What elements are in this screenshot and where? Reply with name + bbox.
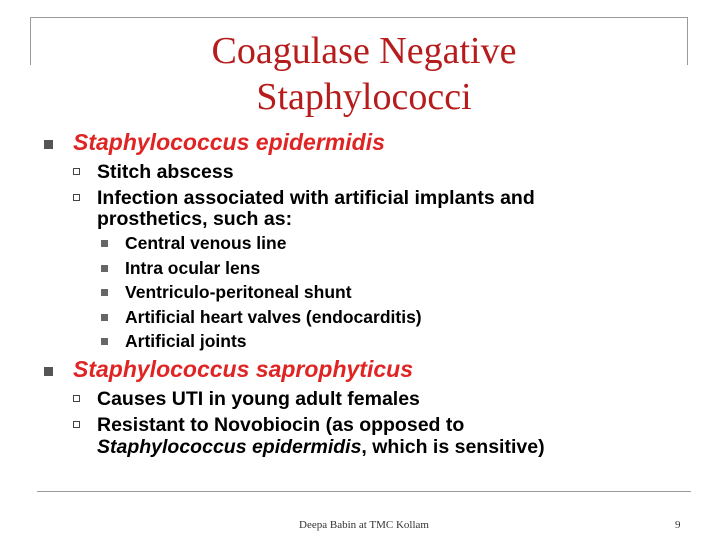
list-item-uti: Causes UTI in young adult females <box>97 388 420 410</box>
subitem-artificial-joints: Artificial joints <box>125 331 247 351</box>
subitem-intra-ocular-lens: Intra ocular lens <box>125 258 261 278</box>
frame-left-rule <box>30 17 31 65</box>
novobiocin-line-2-rest: , which is sensitive) <box>361 436 545 458</box>
list-item-stitch-abscess: Stitch abscess <box>97 161 234 183</box>
footer-rule <box>37 491 691 492</box>
page-number: 9 <box>675 519 681 531</box>
square-bullet-icon <box>44 140 53 149</box>
square-bullet-icon <box>101 338 108 345</box>
hollow-square-bullet-icon <box>73 194 80 201</box>
subitem-vp-shunt: Ventriculo-peritoneal shunt <box>125 282 352 302</box>
square-bullet-icon <box>101 289 108 296</box>
subitem-heart-valves: Artificial heart valves (endocarditis) <box>125 307 422 327</box>
list-item-implants-line-2: prosthetics, such as: <box>97 208 293 230</box>
square-bullet-icon <box>101 265 108 272</box>
slide-title-line-1: Coagulase Negative <box>211 30 517 72</box>
section-heading-saprophyticus: Staphylococcus saprophyticus <box>73 356 413 382</box>
slide-title <box>100 28 628 120</box>
footer-author: Deepa Babin at TMC Kollam <box>299 519 429 531</box>
list-item-implants-line-1: Infection associated with artificial implants and <box>97 187 535 209</box>
section-heading-epidermidis: Staphylococcus epidermidis <box>73 129 385 155</box>
species-name-italic: Staphylococcus epidermidis <box>97 436 362 458</box>
hollow-square-bullet-icon <box>73 395 80 402</box>
frame-top-rule <box>30 17 687 18</box>
list-item-novobiocin-line-2 <box>97 437 545 458</box>
square-bullet-icon <box>101 314 108 321</box>
square-bullet-icon <box>44 367 53 376</box>
hollow-square-bullet-icon <box>73 421 80 428</box>
list-item-novobiocin-line-1: Resistant to Novobiocin (as opposed to <box>97 414 465 436</box>
frame-right-rule <box>687 17 688 65</box>
subitem-central-venous-line: Central venous line <box>125 233 287 253</box>
slide-title-line-2: Staphylococci <box>256 76 472 118</box>
square-bullet-icon <box>101 240 108 247</box>
hollow-square-bullet-icon <box>73 168 80 175</box>
